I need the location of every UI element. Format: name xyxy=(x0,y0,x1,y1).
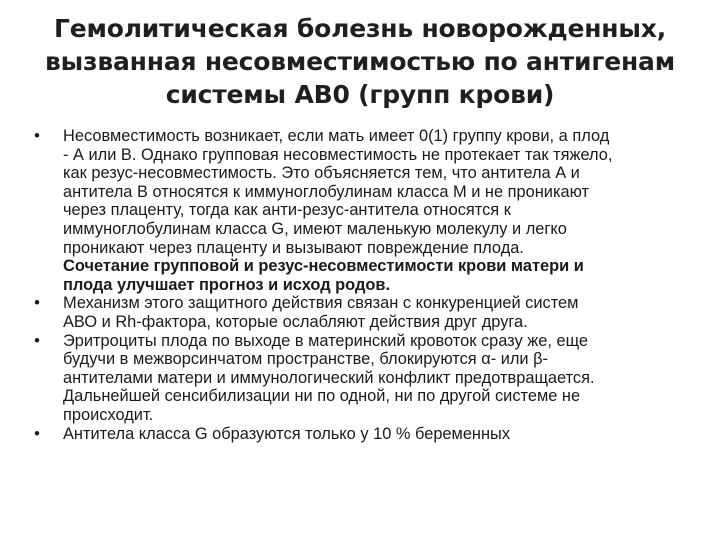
bullet-text-line: Дальнейшей сенсибилизации ни по одной, ни по другой системе не xyxy=(63,387,581,406)
bullet-text-line: Эритроциты плода по выходе в материнский кровоток сразу же, еще xyxy=(63,331,588,350)
bullet-bold-line: Сочетание групповой и резус-несовместимости крови матери и xyxy=(63,257,584,276)
bullet-text-line: Несовместимость возникает, если мать имеет 0(1) группу крови, а плод xyxy=(63,127,610,145)
bullet-text-line: происходит. xyxy=(63,405,154,424)
slide-title xyxy=(20,12,700,111)
bullet-text-line: Механизм этого защитного действия связан с конкуренцией систем xyxy=(63,294,579,313)
bullet-text-line: АВО и Rh-фактора, которые ослабляют действия друг друга. xyxy=(63,312,528,331)
bullet-marker: • xyxy=(34,424,40,443)
bullet-text-line: Антитела класса G образуются только у 10 % беременных xyxy=(63,424,511,443)
bullet-text-line: антителами матери и иммунологический конфликт предотвращается. xyxy=(63,368,595,387)
bullet-bold-line: плода улучшает прогноз и исход родов. xyxy=(63,275,391,294)
bullet-marker: • xyxy=(34,127,40,145)
bullet-text-line: проникают через плаценту и вызывают повреждение плода. xyxy=(63,238,524,257)
bullet-text-line: через плаценту, тогда как анти-резус-антитела относятся к xyxy=(63,201,511,220)
bullet-item xyxy=(30,425,692,444)
bullet-list xyxy=(30,127,692,443)
bullet-text-line: будучи в межворсинчатом пространстве, блокируются α- или β- xyxy=(63,350,549,369)
bullet-item xyxy=(30,332,692,425)
title-line: Гемолитическая болезнь новорожденных, xyxy=(54,14,666,43)
bullet-text-line: как резус-несовместимость. Это объясняется тем, что антитела А и xyxy=(63,164,580,183)
bullet-marker: • xyxy=(34,294,40,313)
bullet-text-line: иммуноглобулинам класса G, имеют маленькую молекулу и легко xyxy=(63,219,567,238)
title-line: вызванная несовместимостью по антигенам xyxy=(45,47,675,76)
bullet-item xyxy=(30,294,692,331)
bullet-text-line: антитела В относятся к иммуноглобулинам класса М и не проникают xyxy=(63,182,590,201)
bullet-marker: • xyxy=(34,331,40,350)
bullet-item xyxy=(30,127,692,294)
title-line: системы АВ0 (групп крови) xyxy=(165,80,555,109)
bullet-text-line: - А или В. Однако групповая несовместимость не протекает так тяжело, xyxy=(63,145,613,164)
